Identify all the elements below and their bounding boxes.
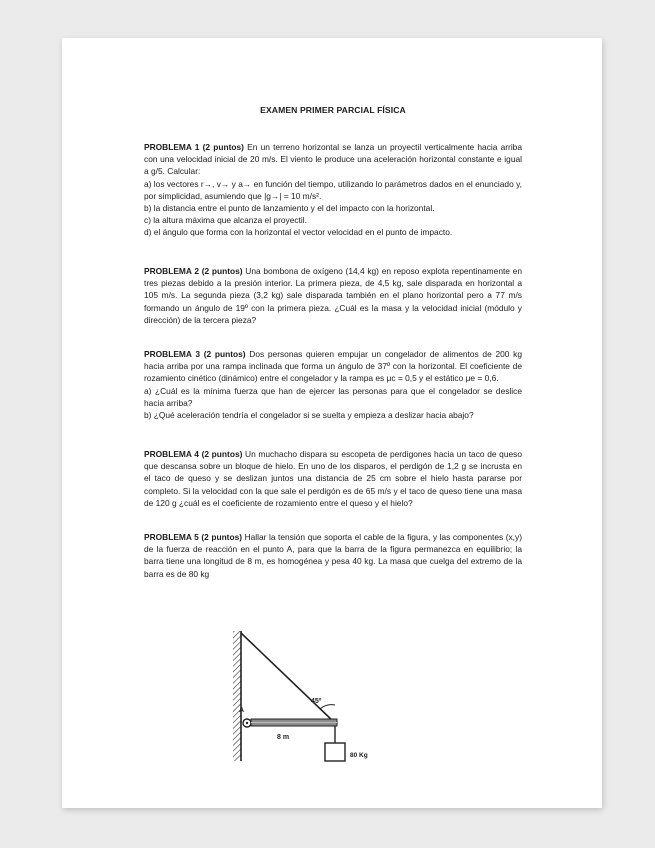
problem-1-item-a: a) los vectores r→, v→ y a→ en función del tiempo, utilizando lo parámetros dados en el enunciado y, por simplicidad, asumiendo que |g→| = 10 m/s².	[144, 178, 522, 201]
problem-3-label: PROBLEMA 3 (2 puntos)	[144, 349, 246, 359]
problem-1-statement	[144, 141, 522, 178]
problem-1-label: PROBLEMA 1 (2 puntos)	[144, 142, 244, 152]
point-a-label: A	[239, 707, 245, 714]
problem-4	[144, 448, 522, 509]
problem-1-item-c: c) la altura máxima que alcanza el proyectil.	[144, 215, 307, 226]
problem-3-statement	[144, 348, 522, 385]
cable	[241, 633, 335, 723]
problem-3	[144, 348, 522, 421]
hanging-mass	[325, 743, 345, 761]
problem-1-item-b: b) la distancia entre el punto de lanzamiento y el del impacto con la horizontal.	[144, 203, 435, 214]
length-label: 8 m	[277, 734, 290, 741]
problem-5-statement	[144, 531, 522, 580]
bar-cable-diagram	[225, 623, 465, 833]
exam-page	[62, 38, 602, 808]
problem-5-label: PROBLEMA 5 (2 puntos)	[144, 532, 243, 542]
problem-2-statement	[144, 265, 522, 326]
problem-3-item-b: b) ¿Qué aceleración tendría el congelador si se suelta y empieza a deslizar hacia abajo?	[144, 410, 474, 421]
problem-3-text: Dos personas quieren empujar un congelador de alimentos de 200 kg hacia arriba por una rampa inclinada que forma un ángulo de 37º con la horizontal. El coeficiente de rozamiento cinético (dinámico) entre el congelador y la rampa es μc = 0,5 y el estático μe = 0,6.	[144, 349, 522, 384]
mass-label: 80 Kg	[350, 752, 368, 759]
problem-2	[144, 265, 522, 326]
exam-title: EXAMEN PRIMER PARCIAL FÍSICA	[260, 105, 406, 115]
wall-hatch	[233, 631, 241, 761]
problem-1-item-d: d) el ángulo que forma con la horizontal el vector velocidad en el punto de impacto.	[144, 227, 453, 238]
angle-label: 45º	[311, 698, 322, 705]
problem-5-text: Hallar la tensión que soporta el cable de la figura, y las componentes (x,y) de la fuerza de reacción en el punto A, para que la barra de la figura permanezca en equilibrio; la barra tiene una longitud de 8 m, es homogénea y pesa 40 kg. La masa que cuelga del extremo de la barra es de 80 kg	[144, 532, 522, 579]
problem-2-label: PROBLEMA 2 (2 puntos)	[144, 266, 243, 276]
problem-4-label: PROBLEMA 4 (2 puntos)	[144, 449, 243, 459]
problem-3-item-a: a) ¿Cuál es la mínima fuerza que han de ejercer las personas para que el congelador se deslice hacia arriba?	[144, 385, 522, 408]
problem-5	[144, 531, 522, 580]
problem-2-text: Una bombona de oxígeno (14,4 kg) en reposo explota repentinamente en tres piezas debido a la presión interior. La primera pieza, de 4,5 kg, sale disparada en horizontal a 105 m/s. La segunda pieza (3,2 kg) sale disparada también en el plano horizontal pero a 77 m/s formando un ángulo de 19º con la primera pieza. ¿Cuál es la masa y la velocidad inicial (módulo y dirección) de la tercera pieza?	[144, 266, 522, 325]
problem-1	[144, 141, 522, 239]
hinge-pin	[246, 722, 248, 724]
problem-4-statement	[144, 448, 522, 509]
problem-1-text: En un terreno horizontal se lanza un proyectil verticalmente hacia arriba con una velocidad inicial de 20 m/s. El viento le produce una aceleración horizontal constante e igual a g/5. Calcular:	[144, 142, 522, 177]
problem-5-figure	[225, 623, 465, 833]
problem-4-text: Un muchacho dispara su escopeta de perdigones hacia un taco de queso que descansa sobre un bloque de hielo. En uno de los disparos, el perdigón de 1,2 g se incrusta en el taco de queso y se deslizan juntos una distancia de 25 cm sobre el hielo hasta pararse por completo. Si la velocidad con la que sale el perdigón es de 65 m/s y el taco de queso tiene una masa de 120 g ¿cuál es el coeficiente de rozamiento entre el queso y el hielo?	[144, 449, 522, 508]
angle-arc	[320, 705, 335, 709]
